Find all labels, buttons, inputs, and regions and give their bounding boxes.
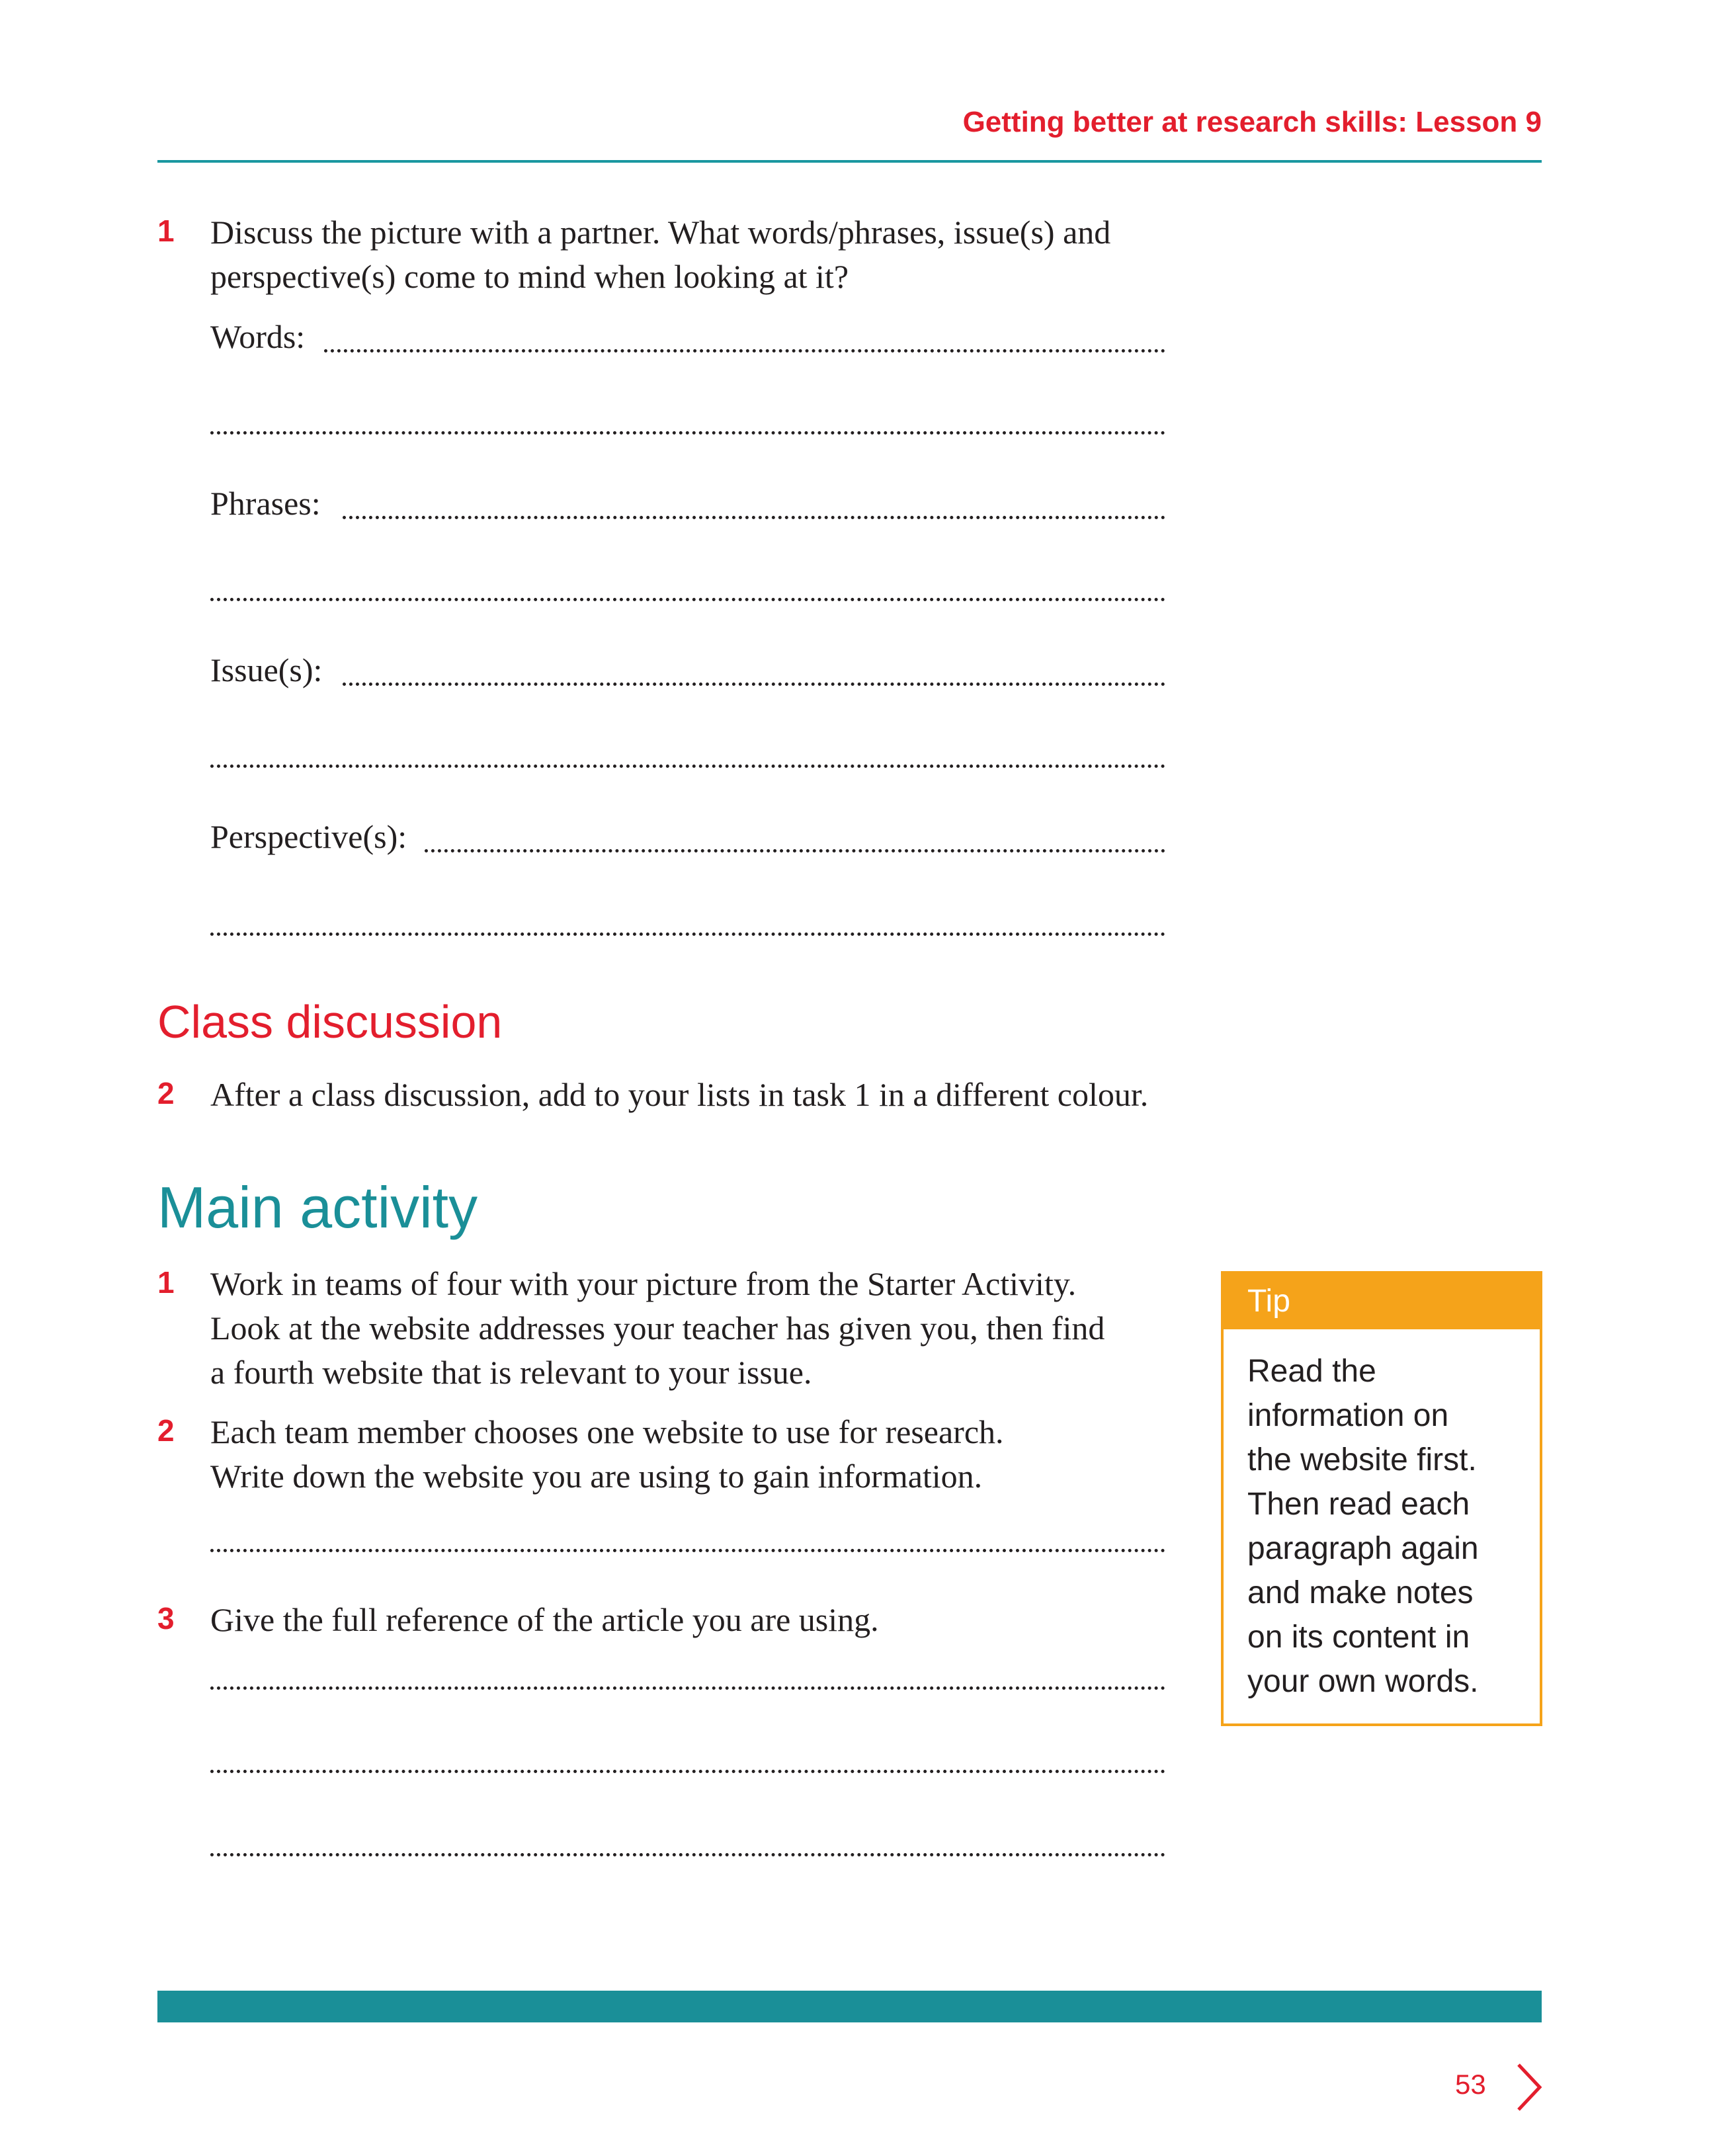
perspectives-label: Perspective(s): (210, 818, 407, 855)
tip-line: paragraph again (1247, 1531, 1479, 1566)
task-text-line: a fourth website that is relevant to your issue. (210, 1354, 812, 1391)
task-text-line: perspective(s) come to mind when looking at it? (210, 258, 849, 295)
words-answer-line[interactable] (324, 349, 1165, 352)
perspectives-answer-line-2[interactable] (210, 933, 1165, 936)
words-answer-line-2[interactable] (210, 431, 1165, 435)
task-text: After a class discussion, add to your lists in task 1 in a different colour. (210, 1076, 1149, 1113)
issues-label: Issue(s): (210, 651, 323, 688)
chevron-right-icon[interactable] (1515, 2062, 1544, 2112)
tip-line: Then read each (1247, 1487, 1470, 1522)
task-text-line: Look at the website addresses your teacher has given you, then find (210, 1309, 1105, 1347)
issues-answer-line-2[interactable] (210, 765, 1165, 768)
reference-answer-line-1[interactable] (210, 1686, 1165, 1690)
tip-body (1224, 1329, 1540, 1704)
task-text-line: Write down the website you are using to gain information. (210, 1458, 983, 1495)
reference-answer-line-2[interactable] (210, 1770, 1165, 1773)
reference-answer-line-3[interactable] (210, 1853, 1165, 1856)
task-number: 2 (157, 1076, 175, 1110)
tip-line: information on (1247, 1398, 1449, 1433)
website-answer-line[interactable] (210, 1549, 1165, 1552)
task-text: Give the full reference of the article you are using. (210, 1601, 879, 1638)
task-text (210, 1262, 1189, 1395)
running-title: Getting better at research skills: Lesson 9 (962, 106, 1542, 138)
header-rule (157, 160, 1542, 163)
task-text (210, 210, 1189, 299)
tip-line: Read the (1247, 1354, 1376, 1389)
words-label: Words: (210, 318, 306, 355)
tip-title: Tip (1224, 1274, 1540, 1329)
main-activity-heading: Main activity (157, 1175, 478, 1240)
tip-box (1221, 1271, 1542, 1726)
task-number: 1 (157, 1265, 175, 1300)
tip-line: the website first. (1247, 1442, 1477, 1477)
task-number: 3 (157, 1601, 175, 1636)
perspectives-answer-line[interactable] (425, 849, 1165, 852)
page-number: 53 (1455, 2069, 1486, 2100)
tip-line: on its content in (1247, 1620, 1470, 1655)
task-number: 2 (157, 1413, 175, 1448)
task-text-line: Each team member chooses one website to use for research. (210, 1413, 1004, 1450)
phrases-label: Phrases: (210, 485, 321, 522)
task-number: 1 (157, 214, 175, 248)
phrases-answer-line[interactable] (343, 516, 1165, 519)
task-text-line: Work in teams of four with your picture from the Starter Activity. (210, 1265, 1077, 1302)
phrases-answer-line-2[interactable] (210, 598, 1165, 601)
tip-line: and make notes (1247, 1575, 1474, 1610)
class-discussion-heading: Class discussion (157, 996, 503, 1048)
footer-bar (157, 1991, 1542, 2022)
task-text-line: Discuss the picture with a partner. What words/phrases, issue(s) and (210, 214, 1111, 251)
issues-answer-line[interactable] (343, 683, 1165, 686)
task-text (210, 1410, 1189, 1499)
tip-line: your own words. (1247, 1664, 1479, 1699)
